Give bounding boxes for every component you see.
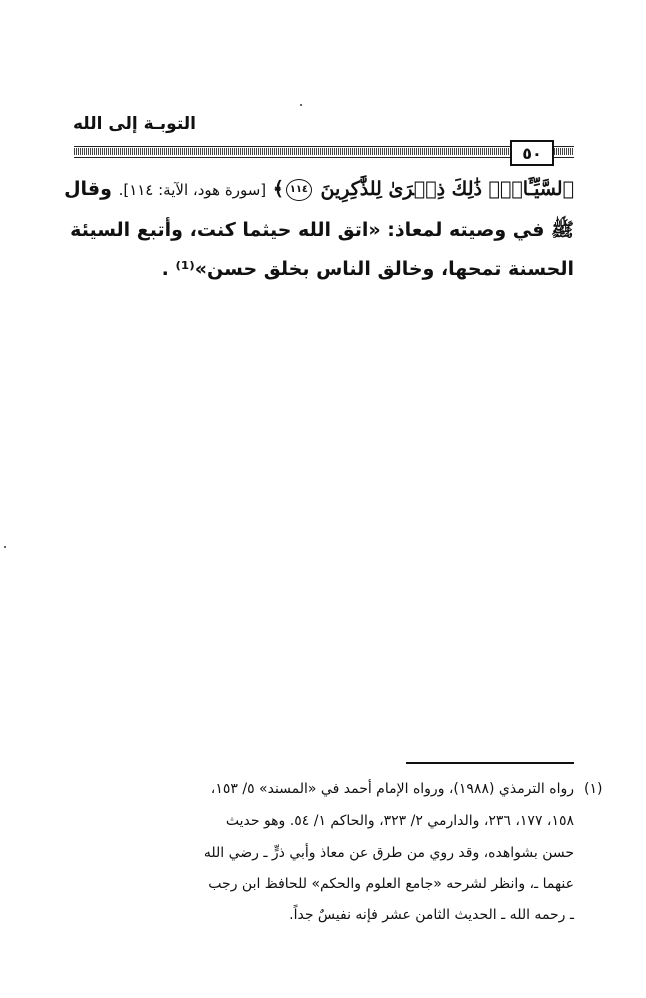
body-line-1 — [64, 178, 574, 201]
page-number: ٥٠ — [510, 140, 554, 166]
ayah-number-mark: ١١٤ — [286, 179, 312, 201]
footnote-line: عنهما ـ، وانظر لشرحه «جامع العلوم والحكم» للحافظ ابن رجب — [208, 876, 574, 892]
footnote-line: حسن بشواهده، وقد روي من طرق عن معاذ وأبي ذرٍّ ـ رضي الله — [203, 845, 574, 861]
running-title: التوبـة إلى الله — [72, 114, 196, 134]
footnote-line: رواه الترمذي (١٩٨٨)، ورواه الإمام أحمد في «المسند» ٥/ ١٥٣، — [210, 781, 574, 797]
quran-close-bracket: ﴾ — [272, 178, 284, 200]
header-rule — [74, 146, 574, 158]
body-line-3: الحسنة تمحها، وخالق الناس بخلق حسن»⁽¹⁾ . — [161, 258, 574, 280]
scan-speck — [300, 104, 302, 106]
footnote-line: ـ رحمه الله ـ الحديث الثامن عشر فإنه نفيسٌ جداً. — [289, 907, 574, 923]
verse-reference: [سورة هود، الآية: ١١٤]. — [118, 181, 267, 199]
scan-speck — [4, 546, 6, 548]
footnote-separator — [406, 762, 574, 764]
quran-verse: ٱلسَّيِّـَٔاتِۚ ذَٰلِكَ ذِكۡرَىٰ لِلذَّٰكِرِينَ — [320, 178, 574, 200]
footnote-line: ١٥٨، ١٧٧، ٢٣٦، والدارمي ٢/ ٣٢٣، والحاكم ١/ ٥٤. وهو حديث — [225, 813, 574, 829]
footnote-marker: (١) — [584, 781, 603, 797]
body-line-2: ﷺ في وصيته لمعاذ: «اتق الله حيثما كنت، وأتبع السيئة — [70, 219, 574, 241]
line-tail: وقال — [64, 178, 112, 200]
